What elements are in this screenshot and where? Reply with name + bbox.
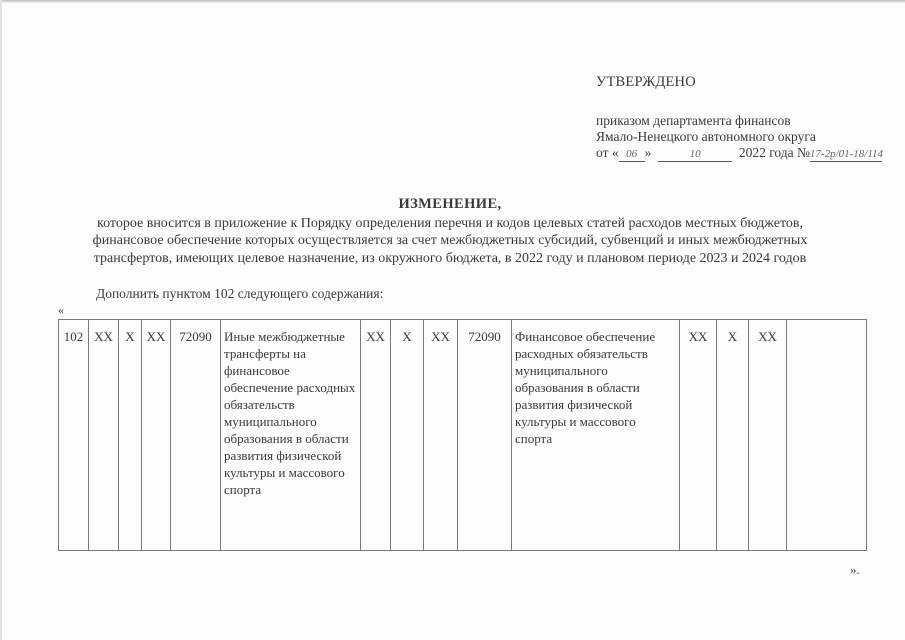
code-a3: ХХ — [142, 320, 171, 551]
heading-line-2: финансовое обеспечение которых осуществляется за счет межбюджетных субсидий, субвенций и иных межбюджетных — [92, 233, 808, 248]
scan-edge-left — [0, 0, 2, 640]
code-c2: Х — [717, 320, 749, 551]
quote-close: ». — [850, 562, 860, 577]
code-b2: Х — [391, 320, 424, 551]
document-title: ИЗМЕНЕНИЕ, — [398, 196, 502, 212]
code-c4 — [787, 320, 867, 551]
approval-stamp-title: УТВЕРЖДЕНО — [596, 74, 696, 90]
date-year: 2022 года № — [738, 145, 810, 160]
document-heading — [40, 196, 860, 267]
code-a1: ХХ — [89, 320, 119, 551]
supplement-instruction: Дополнить пунктом 102 следующего содержания: — [96, 286, 384, 301]
date-mid: » — [644, 145, 652, 160]
code-c3: ХХ — [749, 320, 787, 551]
code-b4: 72090 — [458, 320, 512, 551]
code-b1: ХХ — [361, 320, 391, 551]
scan-edge-top — [0, 0, 905, 3]
order-number: 17-2р/01-18/114 — [809, 148, 884, 160]
table-row — [59, 320, 867, 551]
row-number: 102 — [59, 320, 89, 551]
approval-line-2: Ямало-Ненецкого автономного округа — [596, 129, 816, 144]
approval-date-line — [596, 145, 882, 162]
date-day: 06 — [619, 148, 645, 162]
code-b3: ХХ — [424, 320, 458, 551]
name-b: Финансовое обеспечение расходных обязательств муниципального образования в области развития физической культуры и массового спорта — [512, 320, 680, 551]
date-prefix: от « — [596, 145, 619, 160]
approval-line-1: приказом департамента финансов — [596, 113, 791, 128]
date-month: 10 — [658, 148, 732, 162]
code-c1: ХХ — [680, 320, 717, 551]
approval-block — [596, 74, 882, 162]
change-table — [58, 319, 867, 551]
heading-line-3: трансфертов, имеющих целевое назначение, из окружного бюджета, в 2022 году и плановом периоде 2023 и 2024 годов — [93, 250, 807, 266]
heading-line-1: которое вносится в приложение к Порядку определения перечня и кодов целевых статей расходов местных бюджетов, — [96, 215, 803, 231]
name-a: Иные межбюджетные трансферты на финансовое обеспечение расходных обязательств муниципального образования в области развития физической культуры и массового спорта — [221, 320, 361, 551]
code-a2: Х — [119, 320, 142, 551]
code-a4: 72090 — [171, 320, 221, 551]
quote-open: « — [58, 303, 64, 317]
